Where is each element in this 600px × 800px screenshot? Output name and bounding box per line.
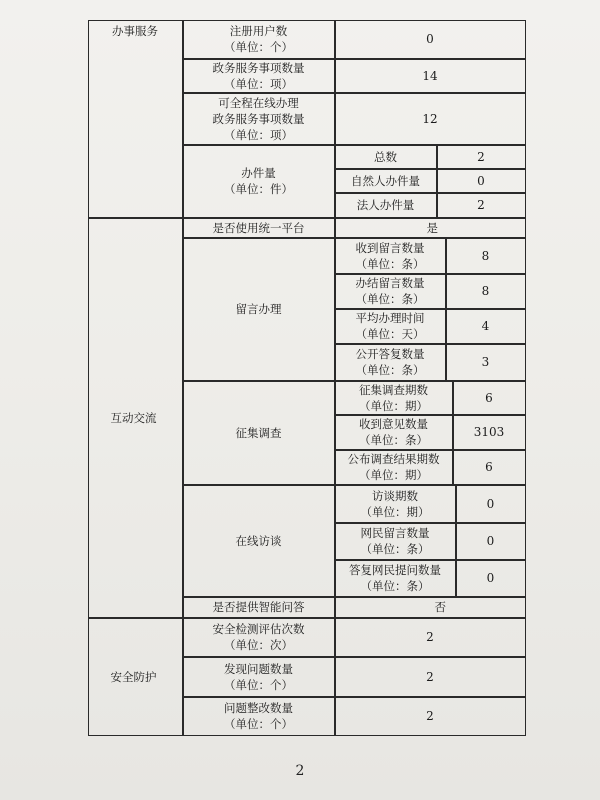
online-items-label: 可全程在线办理 政务服务事项数量 （单位：项） xyxy=(183,93,335,145)
survey-periods-label: 征集调查期数 （单位：期） xyxy=(335,381,453,415)
cases-legal-label: 法人办件量 xyxy=(335,193,437,218)
assessments-label: 安全检测评估次数 （单位：次） xyxy=(183,618,335,657)
page-number: 2 xyxy=(295,763,305,779)
cases-natural-value: 0 xyxy=(437,169,526,193)
survey-results-label: 公布调查结果期数 （单位：期） xyxy=(335,450,453,485)
online-items-value: 12 xyxy=(335,93,526,145)
section-interaction-label: 互动交流 xyxy=(88,218,183,618)
smart-qa-label: 是否提供智能问答 xyxy=(183,597,335,618)
messages-completed-label: 办结留言数量 （单位：条） xyxy=(335,274,446,309)
platform-value: 是 xyxy=(335,218,526,238)
cases-legal-value: 2 xyxy=(437,193,526,218)
messages-replies-value: 3 xyxy=(446,344,526,381)
interviews-messages-label: 网民留言数量 （单位：条） xyxy=(335,523,456,560)
interviews-answers-label: 答复网民提问数量 （单位：条） xyxy=(335,560,456,597)
interviews-answers-value: 0 xyxy=(456,560,526,597)
survey-opinions-label: 收到意见数量 （单位：条） xyxy=(335,415,453,450)
section-service-text: 办事服务 xyxy=(112,23,158,38)
interviews-messages-value: 0 xyxy=(456,523,526,560)
interviews-label: 在线访谈 xyxy=(183,485,335,597)
issues-found-value: 2 xyxy=(335,657,526,697)
messages-label: 留言办理 xyxy=(183,238,335,381)
registered-users-label: 注册用户数 （单位：个） xyxy=(183,20,335,59)
interviews-periods-value: 0 xyxy=(456,485,526,523)
cases-total-label: 总数 xyxy=(335,145,437,169)
assessments-value: 2 xyxy=(335,618,526,657)
messages-completed-value: 8 xyxy=(446,274,526,309)
survey-label: 征集调查 xyxy=(183,381,335,485)
issues-fixed-label: 问题整改数量 （单位：个） xyxy=(183,697,335,736)
messages-received-label: 收到留言数量 （单位：条） xyxy=(335,238,446,274)
cases-label: 办件量 （单位：件） xyxy=(183,145,335,218)
cases-natural-label: 自然人办件量 xyxy=(335,169,437,193)
messages-avgtime-label: 平均办理时间 （单位：天） xyxy=(335,309,446,344)
survey-results-value: 6 xyxy=(453,450,526,485)
survey-periods-value: 6 xyxy=(453,381,526,415)
issues-found-label: 发现问题数量 （单位：个） xyxy=(183,657,335,697)
interviews-periods-label: 访谈期数 （单位：期） xyxy=(335,485,456,523)
section-security-label: 安全防护 xyxy=(88,618,183,736)
service-items-label: 政务服务事项数量 （单位：项） xyxy=(183,59,335,93)
registered-users-value: 0 xyxy=(335,20,526,59)
messages-replies-label: 公开答复数量 （单位：条） xyxy=(335,344,446,381)
smart-qa-value: 否 xyxy=(335,597,526,618)
section-service-label xyxy=(88,20,183,218)
cases-total-value: 2 xyxy=(437,145,526,169)
survey-opinions-value: 3103 xyxy=(453,415,526,450)
platform-label: 是否使用统一平台 xyxy=(183,218,335,238)
service-items-value: 14 xyxy=(335,59,526,93)
messages-received-value: 8 xyxy=(446,238,526,274)
messages-avgtime-value: 4 xyxy=(446,309,526,344)
issues-fixed-value: 2 xyxy=(335,697,526,736)
